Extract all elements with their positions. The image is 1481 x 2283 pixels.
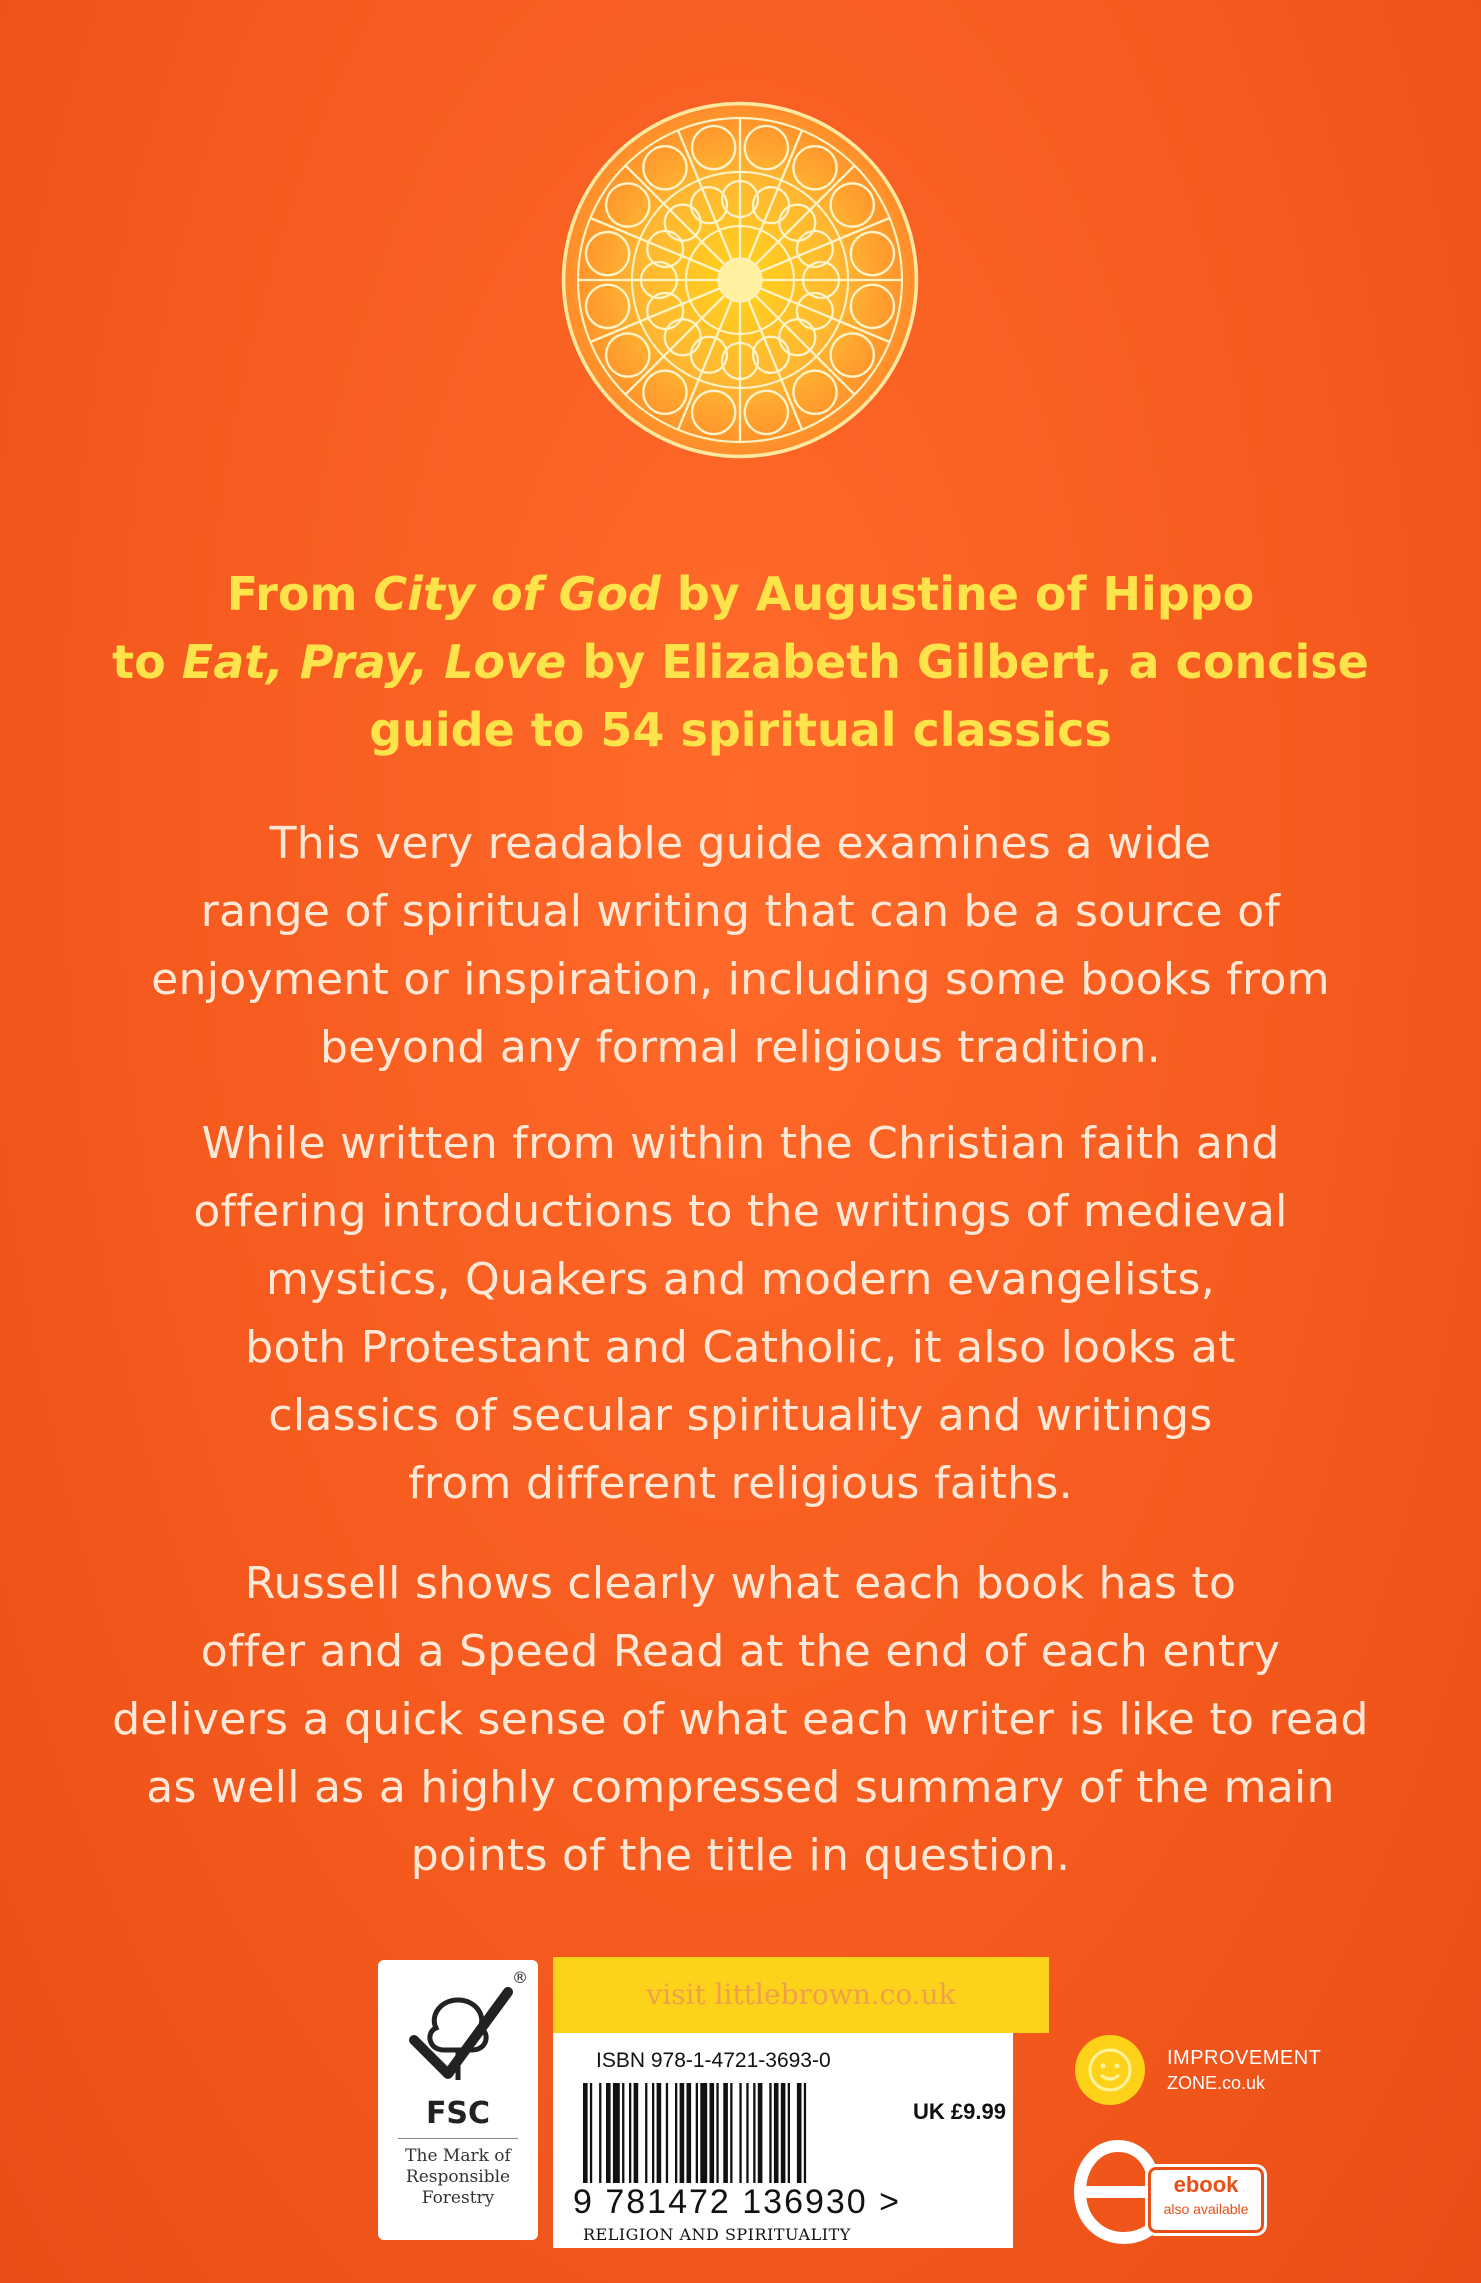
blurb-paragraph-1: This very readable guide examines a wide range of spiritual writing that can be a source of enjoyment or inspiration, including some books from beyond any formal religious tradition. <box>151 818 1330 1073</box>
barcode-icon <box>579 2083 899 2183</box>
price-label: UK £9.99 <box>913 2099 1006 2124</box>
tagline: From City of God by Augustine of Hippo to Eat, Pray, Love by Elizabeth Gilbert, a concise guide to 54 spiritual classics <box>112 567 1369 757</box>
improvement-zone-logo <box>1075 2035 1322 2115</box>
category-label: RELIGION AND SPIRITUALITY <box>583 2225 851 2244</box>
publisher-website-band: visit littlebrown.co.uk <box>553 1957 1049 2033</box>
rose-window-emblem <box>560 100 920 460</box>
fsc-tree-checkmark-icon <box>396 1970 520 2094</box>
isbn-text: ISBN 978-1-4721-3693-0 <box>596 2049 831 2072</box>
barcode-digits: 9 781472 136930 > <box>573 2183 902 2221</box>
blurb-paragraph-3: Russell shows clearly what each book has to offer and a Speed Read at the end of each entry delivers a quick sense of what each writer is like to read as well as a highly compressed summary of the main points of the title in question. <box>112 1558 1369 1881</box>
fsc-logo <box>378 1960 538 2240</box>
book-title-eat-pray-love: Eat, Pray, Love <box>181 635 567 689</box>
blurb-paragraph-2: While written from within the Christian faith and offering introductions to the writings of medieval mystics, Quakers and modern evangelists, both Protestant and Catholic, it also looks at classics of secular spirituality and writings from different religious faiths. <box>193 1118 1288 1509</box>
improvement-zone-domain: ZONE.co.uk <box>1167 2073 1266 2093</box>
barcode-panel <box>553 2033 1013 2248</box>
smiley-face-icon <box>1075 2035 1145 2105</box>
ebook-badge: ebook also available <box>1148 2167 1264 2233</box>
improvement-zone-name: IMPROVEMENT <box>1167 2047 1322 2069</box>
fsc-divider <box>398 2138 518 2139</box>
book-title-city-of-god: City of God <box>373 567 661 621</box>
fsc-mark-text: The Mark of Responsible Forestry <box>405 2146 511 2208</box>
registered-mark: ® <box>512 1968 528 1987</box>
ebook-available-logo <box>1068 2122 1288 2252</box>
fsc-label: FSC <box>425 2096 491 2131</box>
